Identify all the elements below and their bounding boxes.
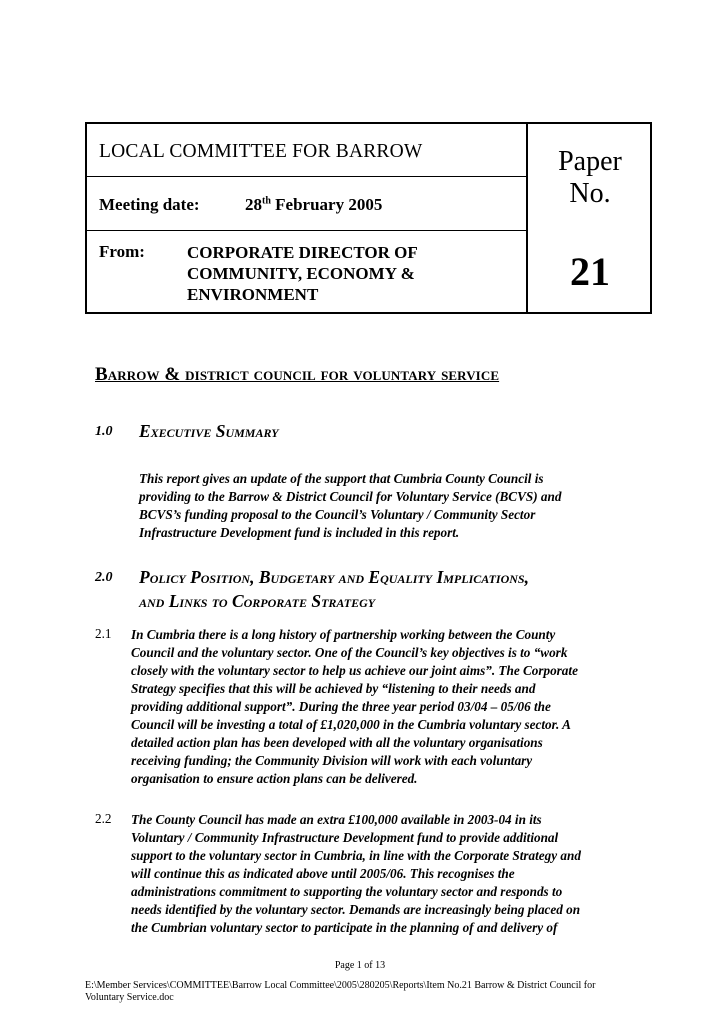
paragraph-line: providing to the Barrow & District Council for Voluntary Service (BCVS) and	[139, 489, 562, 504]
file-path	[85, 980, 645, 1004]
paragraph-line: This report gives an update of the support that Cumbria County Council is	[139, 471, 544, 486]
paragraph-line: organisation to ensure action plans can be delivered.	[131, 771, 418, 786]
paragraph-2-1	[131, 626, 634, 788]
from-line: COMMUNITY, ECONOMY &	[187, 264, 415, 283]
paragraph-line: closely with the voluntary sector to help us achieve our joint aims”. The Corporate	[131, 663, 578, 678]
paper-label-line: No.	[569, 178, 611, 209]
paragraph-line: Council and the voluntary sector. One of the Council’s key objectives is to “work	[131, 645, 568, 660]
paragraph-line: Strategy specifies that this will be achieved by “listening to their needs and	[131, 681, 536, 696]
paragraph-line: administrations commitment to supporting the voluntary sector and responds to	[131, 884, 563, 899]
paragraph-line: Voluntary / Community Infrastructure Development fund to provide additional	[131, 830, 559, 845]
page-number: Page 1 of 13	[334, 960, 386, 971]
from-line: ENVIRONMENT	[187, 285, 319, 304]
paragraph-line: The County Council has made an extra £100,000 available in 2003-04 in its	[131, 812, 542, 827]
paragraph-line: providing additional support”. During the three year period 03/04 – 05/06 the	[131, 699, 551, 714]
section-number: 1.0	[95, 424, 113, 439]
meeting-month-year: February 2005	[270, 195, 383, 214]
from-line: CORPORATE DIRECTOR OF	[187, 243, 418, 262]
paragraph-line: In Cumbria there is a long history of partnership working between the County	[131, 627, 556, 642]
paragraph-number: 2.2	[95, 811, 112, 826]
paragraph-line: receiving funding; the Community Division will work with each voluntary	[131, 753, 533, 768]
file-path-line: E:\Member Services\COMMITTEE\Barrow Local Committee\2005\280205\Reports\Item No.21 Barrow & District Council for	[85, 980, 596, 991]
paper-number: 21	[570, 249, 610, 294]
meeting-date-label: Meeting date:	[99, 195, 200, 214]
paragraph-line: the Cumbrian voluntary sector to participate in the planning of and delivery of	[131, 920, 558, 935]
header-divider-1	[87, 176, 526, 177]
section-title	[139, 565, 639, 613]
file-path-line: Voluntary Service.doc	[85, 992, 174, 1003]
meeting-date-value	[245, 195, 382, 215]
from-value	[187, 242, 418, 305]
paragraph-line: Council will be investing a total of £1,020,000 in the Cumbria voluntary sector. A	[131, 717, 571, 732]
section-number: 2.0	[95, 570, 113, 585]
paper-label	[528, 146, 652, 210]
from-label: From:	[99, 242, 145, 261]
executive-summary-paragraph	[139, 470, 634, 542]
section-title-line: and Links to Corporate Strategy	[139, 591, 376, 611]
meeting-day: 28	[245, 195, 262, 214]
paragraph-number: 2.1	[95, 626, 112, 641]
document-title: Barrow & district council for voluntary service	[95, 364, 500, 385]
paragraph-line: Infrastructure Development fund is included in this report.	[139, 525, 460, 540]
paragraph-line: BCVS’s funding proposal to the Council’s Voluntary / Community Sector	[139, 507, 536, 522]
paragraph-2-2	[131, 811, 634, 937]
committee-name: LOCAL COMMITTEE FOR BARROW	[99, 141, 423, 162]
paragraph-line: needs identified by the voluntary sector. Demands are increasingly being placed on	[131, 902, 581, 917]
paragraph-line: will continue this as indicated above until 2005/06. This recognises the	[131, 866, 515, 881]
paper-label-line: Paper	[558, 146, 622, 177]
header-divider-2	[87, 230, 526, 231]
section-title-line: Policy Position, Budgetary and Equality Implications,	[139, 567, 529, 587]
paragraph-line: support to the voluntary sector in Cumbria, in line with the Corporate Strategy and	[131, 848, 581, 863]
paragraph-line: detailed action plan has been developed with all the voluntary organisations	[131, 735, 543, 750]
header-table	[85, 122, 652, 314]
meeting-day-suffix: th	[262, 195, 271, 207]
section-title: Executive Summary	[139, 421, 279, 441]
